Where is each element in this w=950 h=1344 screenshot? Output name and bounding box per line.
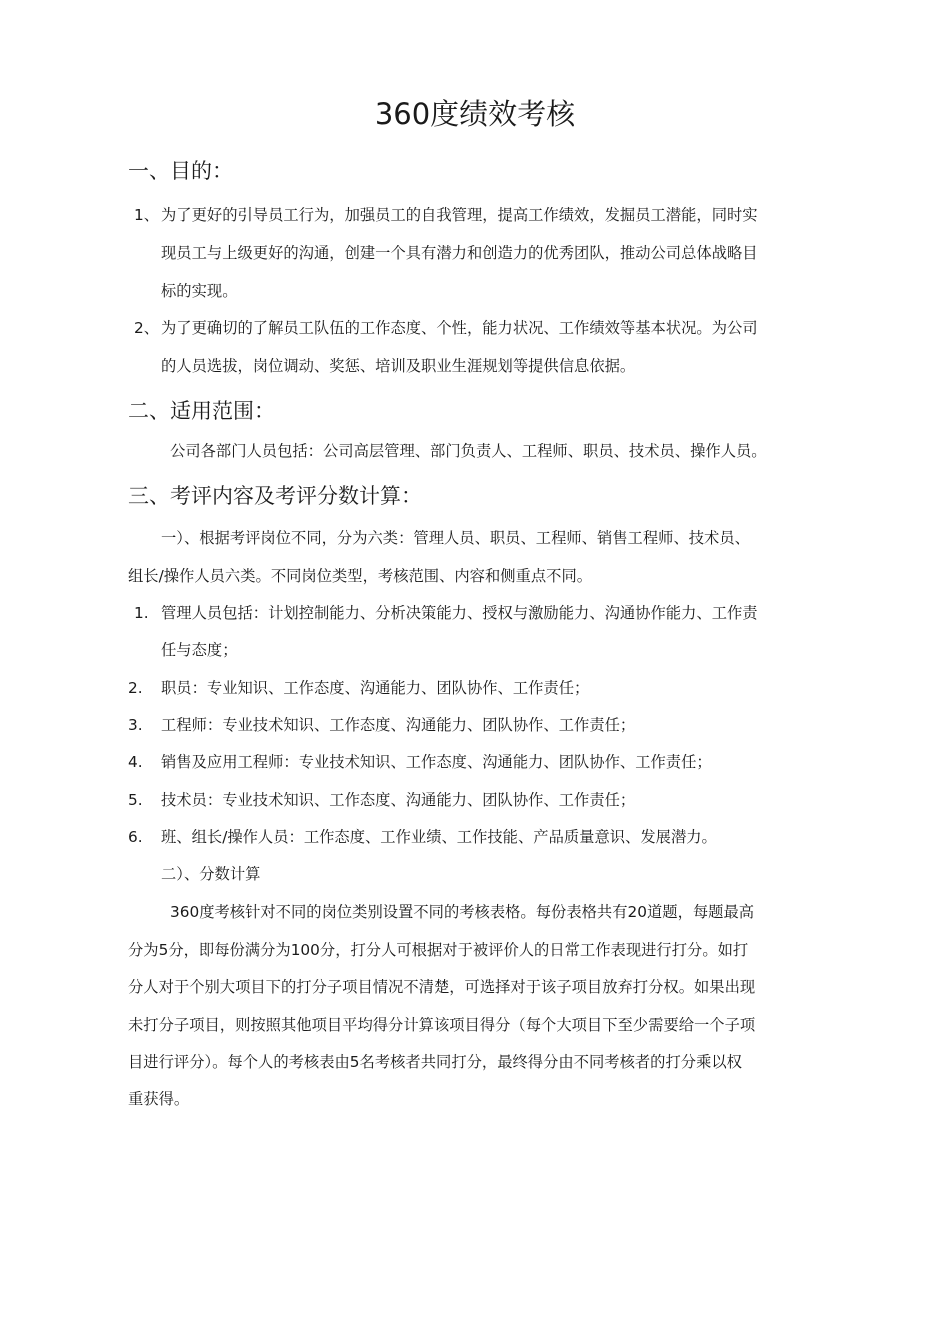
list-item-text: 任与态度； — [161, 641, 238, 659]
paragraph-line: 的人员选拔，岗位调动、奖惩、培训及职业生涯规划等提供信息依据。 — [161, 357, 636, 375]
list-item-text: 班、组长/操作人员：工作态度、工作业绩、工作技能、产品质量意识、发展潜力。 — [161, 828, 717, 846]
list-item-number: 4. — [128, 753, 143, 771]
section-heading-purpose: 一、目的： — [128, 159, 233, 183]
paragraph-line: 为了更好的引导员工行为，加强员工的自我管理，提高工作绩效，发掘员工潜能，同时实 — [161, 206, 758, 224]
list-item-text: 管理人员包括：计划控制能力、分析决策能力、授权与激励能力、沟通协作能力、工作责 — [161, 604, 758, 622]
scope-paragraph: 公司各部门人员包括：公司高层管理、部门负责人、工程师、职员、技术员、操作人员。 — [170, 442, 767, 460]
list-item-number: 2、 — [134, 319, 160, 337]
paragraph-line: 为了更确切的了解员工队伍的工作态度、个性，能力状况、工作绩效等基本状况。为公司 — [161, 319, 758, 337]
paragraph-line: 标的实现。 — [161, 282, 238, 300]
paragraph-line: 重获得。 — [128, 1090, 190, 1108]
paragraph-line: 组长/操作人员六类。不同岗位类型，考核范围、内容和侧重点不同。 — [128, 567, 593, 585]
list-item-text: 职员：专业知识、工作态度、沟通能力、团队协作、工作责任； — [161, 679, 590, 697]
paragraph-line: 现员工与上级更好的沟通，创建一个具有潜力和创造力的优秀团队，推动公司总体战略目 — [161, 244, 758, 262]
section-heading-evaluation: 三、考评内容及考评分数计算： — [128, 484, 422, 508]
list-item-number: 1. — [134, 604, 149, 622]
list-item-number: 3. — [128, 716, 143, 734]
paragraph-line: 分为5分，即每份满分为100分，打分人可根据对于被评价人的日常工作表现进行打分。如打 — [128, 941, 749, 959]
paragraph-line: 分人对于个别大项目下的打分子项目情况不清楚，可选择对于该子项目放弃打分权。如果出现 — [128, 978, 756, 996]
list-item-number: 6. — [128, 828, 143, 846]
list-item-number: 5. — [128, 791, 143, 809]
subsection-heading-scoring: 二）、分数计算 — [161, 865, 261, 883]
paragraph-line: 360度考核针对不同的岗位类别设置不同的考核表格。每份表格共有20道题，每题最高 — [170, 903, 755, 921]
list-item-text: 技术员：专业技术知识、工作态度、沟通能力、团队协作、工作责任； — [161, 791, 636, 809]
list-item-number: 1、 — [134, 206, 160, 224]
list-item-text: 工程师：专业技术知识、工作态度、沟通能力、团队协作、工作责任； — [161, 716, 636, 734]
section-heading-scope: 二、适用范围： — [128, 399, 275, 423]
list-item-text: 销售及应用工程师：专业技术知识、工作态度、沟通能力、团队协作、工作责任； — [161, 753, 712, 771]
document-title: 360度绩效考核 — [374, 97, 576, 131]
paragraph-line: 未打分子项目，则按照其他项目平均得分计算该项目得分（每个大项目下至少需要给一个子项 — [128, 1016, 756, 1034]
paragraph-line: 目进行评分）。每个人的考核表由5名考核者共同打分，最终得分由不同考核者的打分乘以权 — [128, 1053, 742, 1071]
list-item-number: 2. — [128, 679, 143, 697]
paragraph-line: 一）、根据考评岗位不同，分为六类：管理人员、职员、工程师、销售工程师、技术员、 — [161, 529, 750, 547]
